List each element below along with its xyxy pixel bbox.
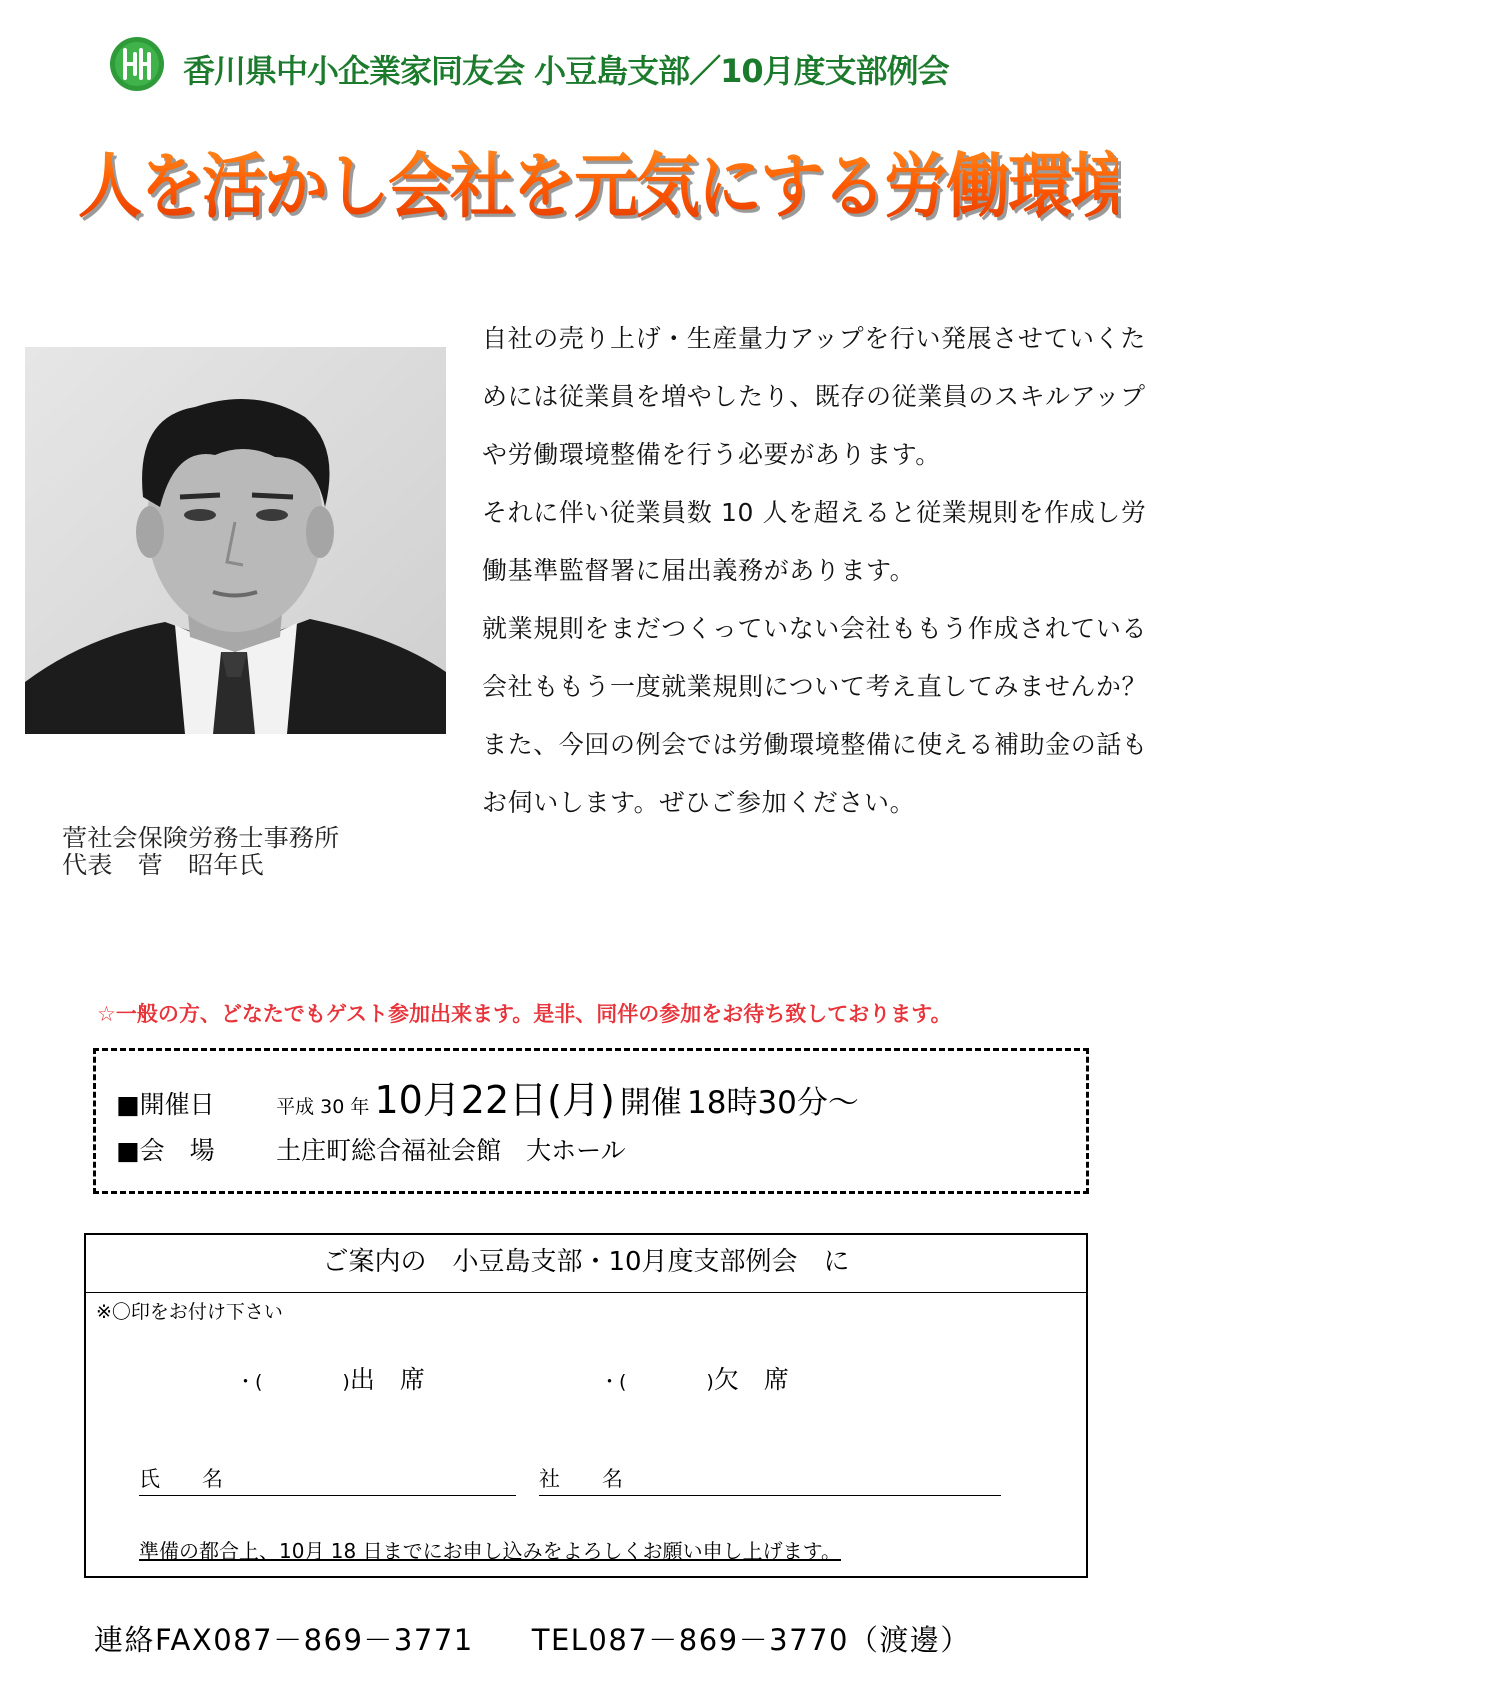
speaker-name: 代表 菅 昭年氏 <box>62 851 264 879</box>
absent-paren-close: ) <box>706 1371 714 1393</box>
contact-info <box>94 1618 971 1659</box>
company-field[interactable] <box>539 1463 1001 1496</box>
body-paragraph: それに伴い従業員数 10 人を超えると従業規則を作成し労働基準監督署に届出義務があります。 <box>482 498 1147 585</box>
company-label: 社 名 <box>539 1467 623 1491</box>
headline: 人を活かし会社を元気にする労働環境を考えよう！ <box>78 130 1118 231</box>
event-venue-row <box>116 1131 626 1167</box>
speaker-office: 菅社会保険労務士事務所 <box>62 824 340 852</box>
event-time: 18時30分～ <box>687 1085 859 1121</box>
guest-invite-notice: ☆一般の方、どなたでもゲスト参加出来ます。是非、同伴の参加をお待ち致しております。 <box>97 1002 952 1026</box>
date-label: ■開催日 <box>116 1090 215 1119</box>
attend-paren-close: ) <box>342 1371 350 1393</box>
speaker-portrait <box>25 347 446 734</box>
body-paragraph: 就業規則をまだつくっていない会社ももう作成されている会社ももう一度就業規則について考え直してみませんか？ <box>482 614 1148 701</box>
name-label: 氏 名 <box>139 1467 223 1491</box>
absent-label: 欠 席 <box>713 1365 789 1394</box>
absent-prefix: ・( <box>600 1371 627 1393</box>
contact-tel: TEL087－869－3770（渡邊） <box>531 1623 971 1657</box>
body-paragraph: 自社の売り上げ・生産量力アップを行い発展させていくためには従業員を増やしたり、既存の従業員のスキルアップや労働環境整備を行う必要があります。 <box>482 324 1146 469</box>
attend-prefix: ・( <box>236 1371 263 1393</box>
organization-logo-icon <box>109 36 165 92</box>
held-text: 開催 <box>619 1085 682 1121</box>
venue-label: ■会 場 <box>116 1136 215 1165</box>
event-date-row <box>116 1069 859 1124</box>
reply-form <box>84 1233 1088 1578</box>
venue-name: 土庄町総合福祉会館 大ホール <box>276 1136 626 1165</box>
era-year: 平成 30 年 <box>276 1096 370 1118</box>
attend-option[interactable] <box>236 1360 425 1396</box>
contact-fax: 連絡FAX087－869－3771 <box>94 1623 474 1657</box>
body-paragraph: また、今回の例会では労働環境整備に使える補助金の話もお伺いします。ぜひご参加ください。 <box>482 730 1148 817</box>
absent-option[interactable] <box>600 1360 789 1396</box>
organization-title: 香川県中小企業家同友会 小豆島支部／10月度支部例会 <box>183 52 949 90</box>
speaker-caption <box>62 825 339 879</box>
event-date: 10月22日(月) <box>374 1078 615 1122</box>
name-field[interactable] <box>139 1463 516 1496</box>
deadline-notice: 準備の都合上、10月 18 日までにお申し込みをよろしくお願い申し上げます。 <box>139 1539 842 1563</box>
attend-label: 出 席 <box>349 1365 425 1394</box>
form-heading: ご案内の 小豆島支部・10月度支部例会 に <box>86 1235 1086 1293</box>
event-info-box <box>93 1048 1089 1194</box>
body-text <box>482 310 1162 832</box>
form-note: ※〇印をお付け下さい <box>96 1301 283 1323</box>
